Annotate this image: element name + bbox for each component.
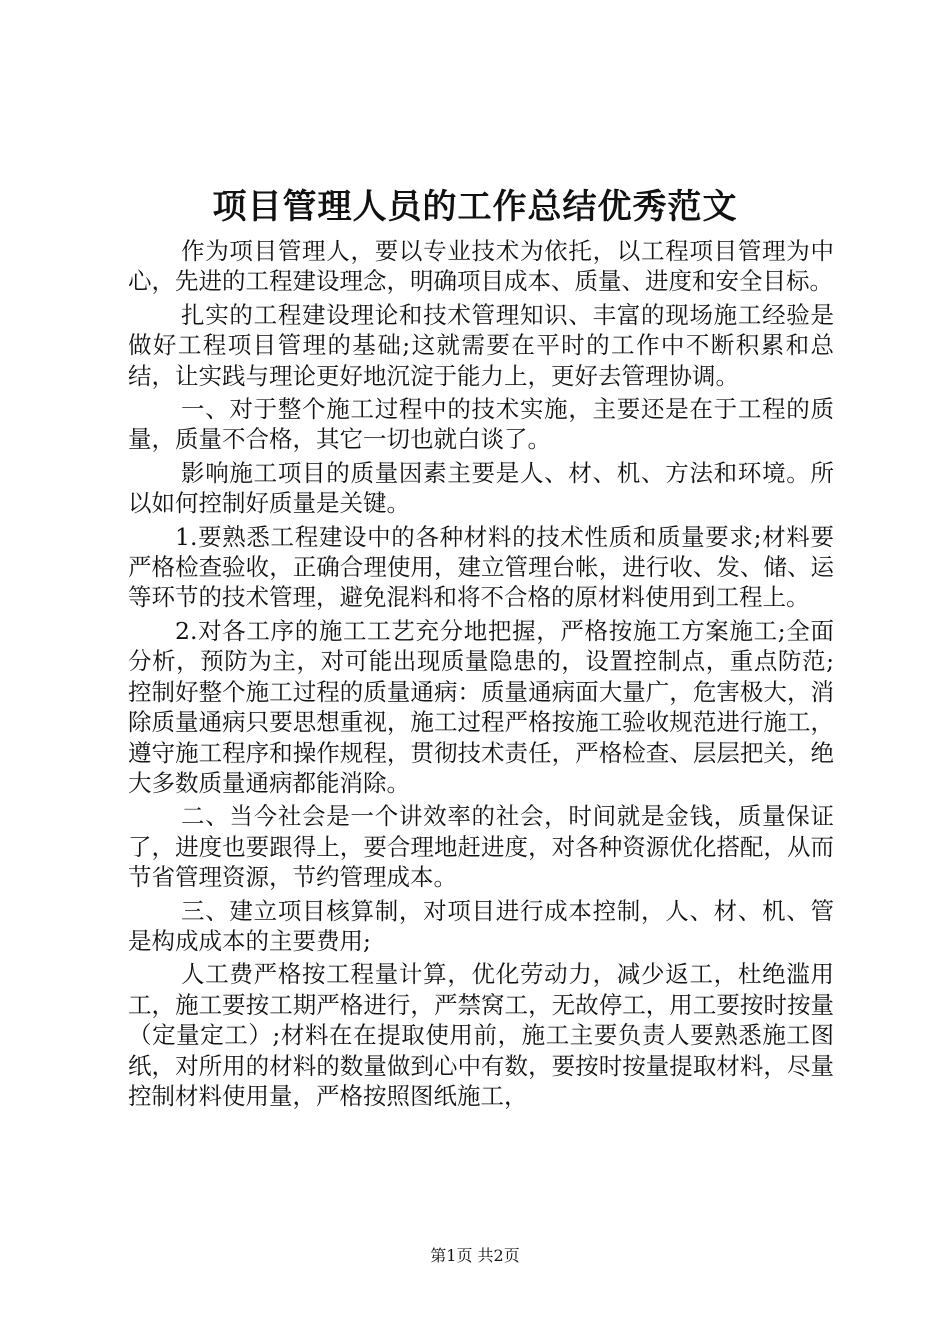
page-number-footer: 第1页 共2页 — [430, 1246, 520, 1265]
paragraph: 作为项目管理人，要以专业技术为依托，以工程项目管理为中心，先进的工程建设理念，明确项目成本、质量、进度和安全目标。 — [128, 237, 834, 296]
document-body — [128, 236, 834, 1111]
paragraph: 扎实的工程建设理论和技术管理知识、丰富的现场施工经验是做好工程项目管理的基础;这就需要在平时的工作中不断积累和总结，让实践与理论更好地沉淀于能力上，更好去管理协调。 — [128, 300, 834, 390]
paragraph: 二、当今社会是一个讲效率的社会，时间就是金钱，质量保证了，进度也要跟得上，要合理地赶进度，对各种资源优化搭配，从而节省管理资源，节约管理成本。 — [128, 802, 834, 892]
paragraph: 影响施工项目的质量因素主要是人、材、机、方法和环境。所以如何控制好质量是关键。 — [128, 458, 834, 518]
document-title: 项目管理人员的工作总结优秀范文 — [212, 187, 738, 227]
paragraph: 一、对于整个施工过程中的技术实施，主要还是在于工程的质量，质量不合格，其它一切也就白谈了。 — [128, 395, 834, 454]
paragraph: 2.对各工序的施工工艺充分地把握，严格按施工方案施工;全面分析，预防为主，对可能出现质量隐患的，设置控制点，重点防范;控制好整个施工过程的质量通病：质量通病面大量广，危害极大，消除质量通病只要思想重视，施工过程严格按施工验收规范进行施工，遵守施工程序和操作规程，贯彻技术责任，严格检查、层层把关，绝大多数质量通病都能消除。 — [128, 616, 834, 797]
paragraph: 三、建立项目核算制，对项目进行成本控制，人、材、机、管是构成成本的主要费用; — [128, 896, 834, 955]
paragraph: 人工费严格按工程量计算，优化劳动力，减少返工，杜绝滥用工，施工要按工期严格进行，严禁窝工，无故停工，用工要按时按量（定量定工）;材料在在提取使用前，施工主要负责人要熟悉施工图纸，对所用的材料的数量做到心中有数，要按时按量提取材料，尽量控制材料使用量，严格按照图纸施工， — [128, 960, 834, 1110]
paragraph: 1.要熟悉工程建设中的各种材料的技术性质和质量要求;材料要严格检查验收，正确合理使用，建立管理台帐，进行收、发、储、运等环节的技术管理，避免混料和将不合格的原材料使用到工程上。 — [128, 522, 834, 612]
